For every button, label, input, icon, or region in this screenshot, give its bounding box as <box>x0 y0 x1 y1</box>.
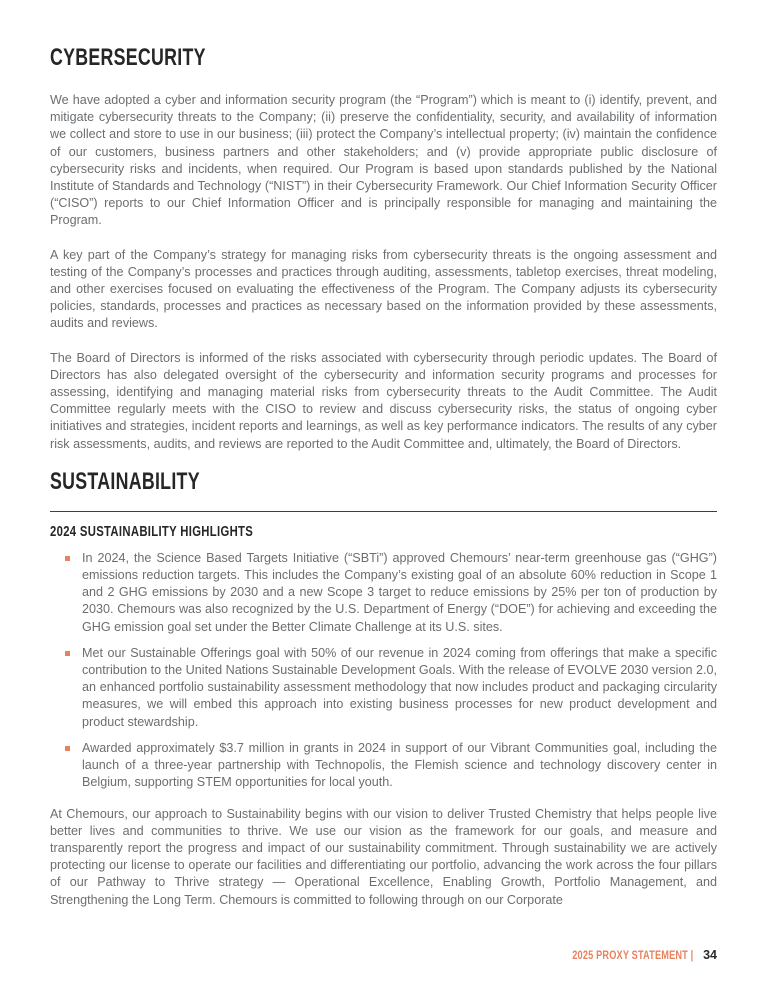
sustainability-section <box>50 467 717 909</box>
cybersecurity-paragraph-2: A key part of the Company’s strategy for managing risks from cybersecurity threats is the ongoing assessment and testing of the Company’s processes and practices through auditing, assessments, tabletop exercises, threat modeling, and other exercises focused on evaluating the effectiveness of the Program. The Company adjusts its cybersecurity policies, standards, processes and practices as necessary based on the information provided by these assessments, audits and reviews. <box>50 247 717 331</box>
cybersecurity-heading <box>50 46 717 70</box>
highlights-list <box>50 550 717 792</box>
highlight-item-2 <box>50 645 717 731</box>
bullet-square-icon <box>65 556 70 561</box>
sustainability-subheading <box>50 525 717 540</box>
cybersecurity-paragraph-3: The Board of Directors is informed of the risks associated with cybersecurity through periodic updates. The Board of Directors has also delegated oversight of the cybersecurity and information security programs and processes for assessing, identifying and managing material risks from cybersecurity threats to the Audit Committee. The Audit Committee regularly meets with the CISO to review and discuss cybersecurity risks, the status of ongoing cyber initiatives and strategies, incident reports and learnings, as well as key performance indicators. The results of any cyber risk assessments, audits, and reviews are reported to the Audit Committee and, ultimately, the Board of Directors. <box>50 350 717 451</box>
sustainability-heading <box>50 467 717 495</box>
sustainability-heading-text: SUSTAINABILITY <box>50 467 200 495</box>
highlight-item-3-text: Awarded approximately $3.7 million in grants in 2024 in support of our Vibrant Communities goal, including the launch of a three-year partnership with Technopolis, the Flemish science and technology discovery center in Belgium, supporting STEM opportunities for local youth. <box>82 740 717 790</box>
section-divider <box>50 511 717 512</box>
sustainability-subheading-text: 2024 SUSTAINABILITY HIGHLIGHTS <box>50 523 254 540</box>
cybersecurity-heading-text: CYBERSECURITY <box>50 44 206 71</box>
sustainability-closing-paragraph: At Chemours, our approach to Sustainability begins with our vision to deliver Trusted Chemistry that helps people live better lives and communities to thrive. We use our vision as the framework for our goals, and measure and transparently report the progress and impact of our sustainability commitment. Through sustainability we are actively protecting our license to operate our facilities and differentiating our portfolio, advancing the work across the four pillars of our Pathway to Thrive strategy — Operational Excellence, Enabling Growth, Portfolio Management, and Strengthening the Long Term. Chemours is committed to following through on our Corporate <box>50 806 717 907</box>
bullet-square-icon <box>65 746 70 751</box>
highlight-item-3 <box>50 740 717 792</box>
cybersecurity-section <box>50 46 717 453</box>
bullet-square-icon <box>65 651 70 656</box>
page-footer <box>542 948 717 962</box>
cybersecurity-paragraph-1: We have adopted a cyber and information security program (the “Program”) which is meant to (i) identify, prevent, and mitigate cybersecurity threats to the Company; (ii) preserve the confidentiality, security, and availability of information we collect and store to use in our business; (iii) protect the Company’s intellectual property; (iv) maintain the confidence of our customers, business partners and other stakeholders; and (v) provide appropriate public disclosure of cybersecurity risks and incidents, when required. Our Program is based upon standards published by the National Institute of Standards and Technology (“NIST”) in their Cybersecurity Framework. Our Chief Information Security Officer (“CISO”) reports to our Chief Information Officer and is principally responsible for managing and maintaining the Program. <box>50 93 717 228</box>
highlight-item-1-text: In 2024, the Science Based Targets Initiative (“SBTi”) approved Chemours’ near-term greenhouse gas (“GHG”) emissions reduction targets. This includes the Company’s existing goal of an absolute 60% reduction in Scope 1 and 2 GHG emissions by 2030 and a new Scope 3 target to reduce emissions by 25% per ton of production by 2030. Chemours was also recognized by the U.S. Department of Energy (“DOE”) for achieving and exceeding the GHG emission goal set under the Better Climate Challenge at its U.S. sites. <box>82 550 717 634</box>
highlight-item-1 <box>50 550 717 636</box>
highlight-item-2-text: Met our Sustainable Offerings goal with 50% of our revenue in 2024 coming from offerings that make a specific contribution to the United Nations Sustainable Development Goals. With the release of EVOLVE 2030 version 2.0, an enhanced portfolio sustainability assessment methodology that now includes product and packaging circularity measures, we will embed this approach into existing business processes for new product development and product stewardship. <box>82 645 717 729</box>
footer-label: 2025 PROXY STATEMENT | <box>571 950 694 962</box>
page-number: 34 <box>703 948 717 962</box>
